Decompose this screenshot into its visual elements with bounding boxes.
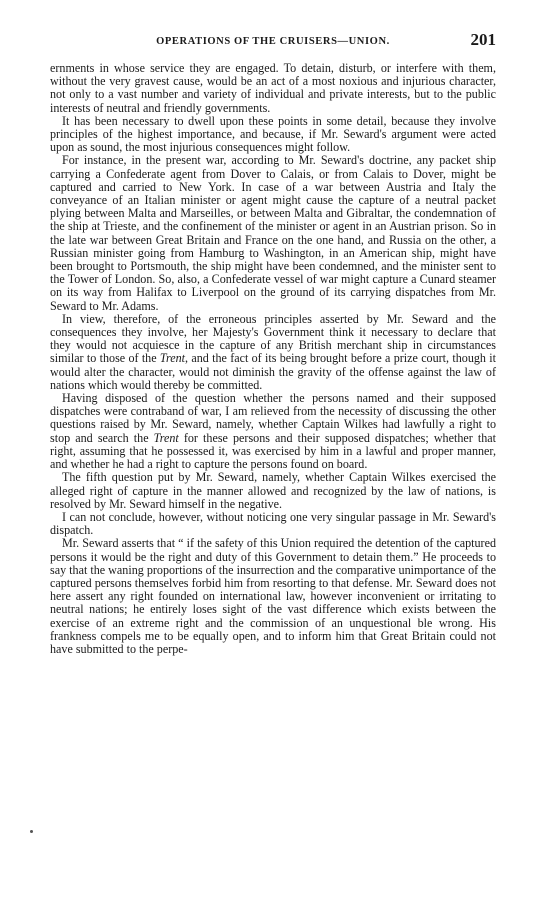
text-run: I can not conclude, however, without noticing one very singular passage in Mr. Seward's dispatch. <box>50 509 496 538</box>
paragraph <box>50 392 496 471</box>
text-run: ernments in whose service they are engaged. To detain, disturb, or interfere with them, without the very gravest cause, would be an act of a most noxious and injurious character, not only to a vast number and variety of individual and private interests, but to the public interests of neutral and friendly governments. <box>50 61 496 115</box>
running-head: OPERATIONS OF THE CRUISERS—UNION. <box>156 36 390 47</box>
paragraph <box>50 313 496 392</box>
paragraph <box>50 62 496 115</box>
text-run: Mr. Seward asserts that “ if the safety of this Union required the detention of the captured persons it would be the right and duty of this Government to detain them.” He proceeds to say that the waning proportions of the insurrection and the comparative unimportance of the captured persons themselves forbid him from resorting to that defense. Mr. Seward does not here assert any right founded on international law, however inconvenient or irritating to neutral nations; he entirely loses sight of the vast difference which exists between the exercise of an extreme right and the commission of an unquestional ble wrong. His frankness compels me to be equally open, and to inform him that Great Britain could not have submitted to the perpe- <box>50 536 496 656</box>
page-header <box>50 30 496 52</box>
text-run: The fifth question put by Mr. Seward, namely, whether Captain Wilkes exercised the alleged right of capture in the manner allowed and recognized by the law of nations, is resolved by Mr. Seward himself in the negative. <box>50 470 496 511</box>
text-run: for these persons and their supposed dispatches; whether that right, assuming that he possessed it, was exercised by him in a lawful and proper manner, and whether he had a right to capture the persons found on board. <box>50 430 496 472</box>
margin-speck <box>30 830 33 833</box>
paragraph <box>50 154 496 312</box>
italic-ship-name: Trent <box>153 430 179 445</box>
text-run: In view, therefore, of the erroneous principles asserted by Mr. Seward and the consequences they involve, her Majesty's Government think it necessary to declare that they would not acquiesce in the capture of any British merchant ship in circumstances similar to those of the <box>50 311 496 366</box>
text-run: For instance, in the present war, according to Mr. Seward's doctrine, any packet ship carrying a Confederate agent from Dover to Calais, or from Calais to Dover, might be captured and carried to New York. In case of a war between Austria and Italy the conveyance of an Italian minister or agent might cause the capture of a neutral packet plying between Malta and Marseilles, or between Malta and Gibraltar, the condemnation of the ship at Trieste, and the confinement of the minister or agent in an Austrian prison. So in the late war between Great Britain and France on the one hand, and Russia on the other, a Russian minister going from Hamburg to Washington, in an American ship, might have been brought to Portsmouth, the ship might have been condemned, and the minister sent to the Tower of London. So, also, a Confederate vessel of war might capture a Cunard steamer on its way from Halifax to Liverpool on the ground of its carrying dispatches from Mr. Seward to Mr. Adams. <box>50 153 496 313</box>
text-run: Having disposed of the question whether the persons named and their supposed dispatches were contraband of war, I am relieved from the necessity of discussing the other questions raised by Mr. Seward, namely, whether Captain Wilkes had lawfully a right to stop and search the <box>50 391 496 445</box>
page-number: 201 <box>470 30 496 49</box>
paragraph <box>50 511 496 537</box>
italic-ship-name: Trent <box>159 351 186 366</box>
paragraph <box>50 115 496 155</box>
paragraph <box>50 471 496 511</box>
paragraph <box>50 537 496 656</box>
text-run: It has been necessary to dwell upon these points in some detail, because they involve principles of the highest importance, and because, if Mr. Seward's argument were acted upon as sound, the most injurious consequences might follow. <box>50 113 496 155</box>
text-run: , and the fact of its being brought before a prize court, though it would alter the character, would not diminish the gravity of the offense against the law of nations which would thereby be committed. <box>50 351 496 392</box>
body-text <box>50 62 496 656</box>
